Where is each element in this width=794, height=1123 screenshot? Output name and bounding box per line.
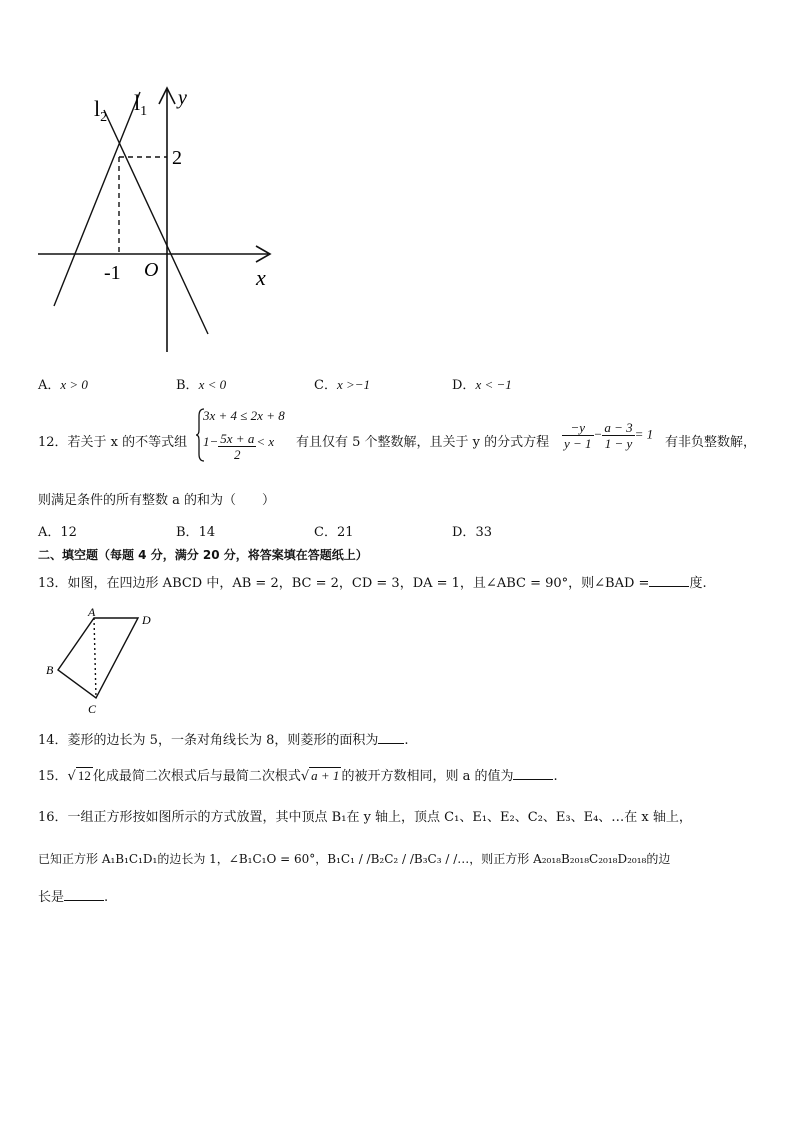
q15-answer-blank[interactable] [513, 766, 553, 780]
label-l2: $l_2$ [94, 96, 108, 125]
vertex-a: A [88, 605, 96, 619]
sqrt-icon: √ [67, 769, 76, 784]
label-l1: $l_1$ [134, 90, 148, 119]
vertex-c: C [88, 702, 97, 716]
q13-quadrilateral-figure [40, 604, 170, 716]
label-neg1: -1 [104, 262, 121, 284]
q12-option-d[interactable]: D．33 [452, 525, 492, 540]
label-two: 2 [172, 147, 182, 169]
q11-option-c[interactable]: C．x >−1 [314, 377, 371, 393]
line-l1 [54, 92, 140, 306]
sqrt-icon: √ [300, 769, 310, 784]
q12-option-c[interactable]: C．21 [314, 525, 354, 540]
q11-option-a[interactable]: A．x > 0 [38, 377, 88, 393]
q12-line2: 则满足条件的所有整数 a 的和为（ ） [38, 493, 276, 508]
q11-option-d[interactable]: D．x < −1 [452, 377, 512, 393]
q16-line1: 16．一组正方形按如图所示的方式放置，其中顶点 B₁在 y 轴上，顶点 C₁、E₁、E₂、C₂、E₃、E₄、…在 x 轴上， [38, 810, 692, 825]
q16-line2: 已知正方形 A₁B₁C₁D₁的边长为 1，∠B₁C₁O = 60°，B₁C₁ / /B₂C₂ / /B₃C₃ / /…，则正方形 A₂₀₁₈B₂₀₁₈C₂₀₁₈D₂₀₁₈的边 [38, 852, 671, 866]
q13-answer-blank[interactable] [649, 573, 689, 587]
q11-graph [30, 80, 290, 360]
label-y: y [178, 87, 187, 109]
q12-ineq2: 1− $\frac{5x + a}{2}$ < x [203, 431, 275, 462]
vertex-b: B [46, 663, 54, 677]
q13-text: 13．如图，在四边形 ABCD 中，AB = 2，BC = 2，CD = 3，DA = 1，且∠ABC = 90°，则∠BAD = 度. [38, 572, 707, 591]
section-heading: 二、填空题（每题 4 分，满分 20 分，将答案填在答题纸上） [38, 548, 368, 562]
q16-answer-blank[interactable] [64, 887, 104, 901]
q12-prefix: 12．若关于 x 的不等式组 [38, 435, 188, 450]
vertex-d: D [142, 613, 151, 627]
q16-line3: 长是 . [38, 886, 108, 905]
q12-option-a[interactable]: A．12 [38, 525, 77, 540]
q12-suffix: 有非负整数解， [665, 435, 757, 450]
q12-equation: $\frac{-y}{y - 1}$ − $\frac{a - 3}{1 - y}$ = 1 [564, 420, 654, 451]
q12-option-b[interactable]: B．14 [176, 525, 216, 540]
q15: 15．√ 12 化成最简二次根式后与最简二次根式√ a + 1 的被开方数相同，则 a 的值为 . [38, 768, 558, 784]
q14-answer-blank[interactable] [378, 730, 404, 744]
label-x: x [256, 265, 266, 290]
label-origin: O [144, 259, 159, 281]
q11-option-b[interactable]: B．x < 0 [176, 377, 227, 393]
q12-middle: 有且仅有 5 个整数解，且关于 y 的分式方程 [296, 435, 550, 450]
q14: 14．菱形的边长为 5，一条对角线长为 8，则菱形的面积为 . [38, 729, 409, 748]
q12-ineq1: 3x + 4 ≤ 2x + 8 [203, 408, 285, 423]
